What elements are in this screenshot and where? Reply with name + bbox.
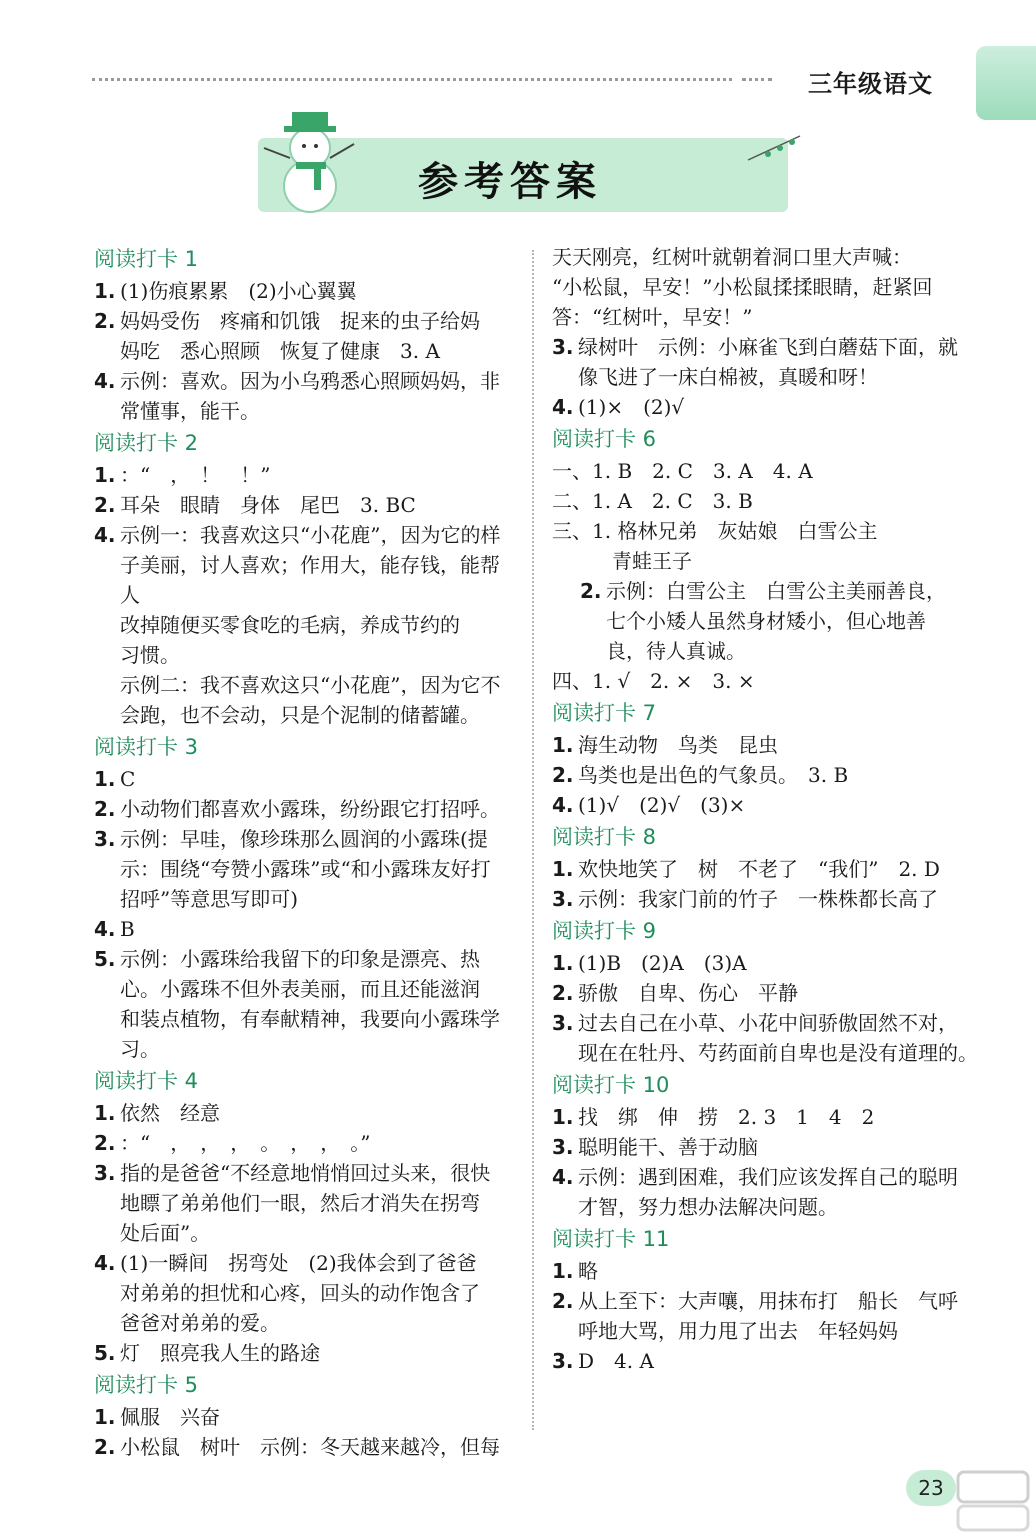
answer-number: 3. [552, 1011, 574, 1035]
answer-text: 像飞进了一床白棉被，真暖和呀！ [578, 365, 878, 389]
answer-item [94, 490, 514, 520]
answer-item [94, 944, 514, 1064]
answer-text: 妈妈受伤 疼痛和饥饿 捉来的虫子给妈 [120, 309, 480, 333]
answer-text: 示：围绕“夸赞小露珠”或“和小露珠友好打 [120, 857, 491, 881]
answer-number: 3. [94, 827, 116, 851]
answer-text: (1)√ (2)√ (3)× [578, 793, 746, 817]
answer-text: 对弟弟的担忧和心疼，回头的动作饱含了 [120, 1281, 480, 1305]
answer-item [94, 794, 514, 824]
answer-text: 略 [578, 1259, 598, 1283]
answer-item [94, 1128, 514, 1158]
section-heading: 阅读打卡 8 [552, 825, 657, 849]
answer-number: 2. [94, 797, 116, 821]
answer-text: “小松鼠，早安！”小松鼠揉揉眼睛，赶紧回 [552, 275, 933, 299]
answer-number: 5. [94, 1341, 116, 1365]
section-heading: 阅读打卡 9 [552, 919, 657, 943]
answer-number: 3. [552, 1349, 574, 1373]
answer-text: D 4. A [578, 1349, 654, 1373]
answer-text: 爸爸对弟弟的爱。 [120, 1311, 280, 1335]
answer-item [94, 1432, 514, 1462]
answer-text: 良，待人真诚。 [606, 639, 746, 663]
answer-item [94, 1248, 514, 1338]
answer-text: 指的是爸爸“不经意地悄悄回过头来，很快 [120, 1161, 491, 1185]
answer-text: 示例二：我不喜欢这只“小花鹿”，因为它不 [120, 673, 501, 697]
answer-item [552, 1286, 982, 1346]
answer-number: 2. [94, 1435, 116, 1459]
answer-number: 2. [580, 579, 602, 603]
answer-item [94, 1098, 514, 1128]
section-heading: 阅读打卡 3 [94, 735, 199, 759]
answer-text: 和装点植物，有奉献精神，我要向小露珠学习。 [120, 1007, 500, 1061]
answer-text: 小松鼠 树叶 示例：冬天越来越冷，但每 [120, 1435, 500, 1459]
answer-text: 答：“红树叶，早安！” [552, 305, 753, 329]
answer-item [552, 884, 982, 914]
answer-text: 二、1. A 2. C 3. B [552, 489, 753, 513]
answer-number: 1. [552, 1259, 574, 1283]
answer-text: (1)一瞬间 拐弯处 (2)我体会到了爸爸 [120, 1251, 477, 1275]
answer-item [94, 1158, 514, 1248]
answer-text: 海生动物 鸟类 昆虫 [578, 733, 778, 757]
section-heading: 阅读打卡 11 [552, 1227, 670, 1251]
answer-text: 示例一：我喜欢这只“小花鹿”，因为它的样 [120, 523, 501, 547]
answer-text: 习惯。 [120, 643, 180, 667]
answer-text: 过去自己在小草、小花中间骄傲固然不对， [578, 1011, 958, 1035]
answer-text: 心。小露珠不但外表美丽，而且还能滋润 [120, 977, 480, 1001]
answer-text: 三、1. 格林兄弟 灰姑娘 白雪公主 [552, 519, 878, 543]
answer-number: 2. [94, 309, 116, 333]
answer-item [552, 666, 982, 696]
answer-number: 5. [94, 947, 116, 971]
answer-item [552, 760, 982, 790]
answer-item [94, 764, 514, 794]
answer-number: 2. [94, 1131, 116, 1155]
answer-text: 示例：白雪公主 白雪公主美丽善良， [606, 579, 946, 603]
header-title: 三年级语文 [808, 70, 933, 98]
answer-item [552, 1008, 982, 1068]
answer-text: (1)B (2)A (3)A [578, 951, 747, 975]
answer-text: B [120, 917, 135, 941]
answer-number: 1. [552, 733, 574, 757]
answer-item [552, 242, 982, 332]
answer-text: (1)伤痕累累 (2)小心翼翼 [120, 279, 357, 303]
answer-text: 常懂事，能干。 [120, 399, 260, 423]
answer-item [552, 456, 982, 486]
answer-text: 才智，努力想办法解决问题。 [578, 1195, 838, 1219]
answer-number: 1. [552, 951, 574, 975]
answers-right-column [552, 242, 982, 1376]
answer-item [552, 948, 982, 978]
answer-text: 绿树叶 示例：小麻雀飞到白蘑菇下面，就 [578, 335, 958, 359]
answer-text: 地瞟了弟弟他们一眼，然后才消失在拐弯 [120, 1191, 480, 1215]
answer-item [552, 1346, 982, 1376]
answer-item [552, 854, 982, 884]
answer-item [552, 392, 982, 422]
answer-number: 3. [552, 1135, 574, 1159]
section-heading: 阅读打卡 10 [552, 1073, 670, 1097]
answer-item [552, 790, 982, 820]
answer-number: 2. [552, 1289, 574, 1313]
answer-number: 1. [552, 857, 574, 881]
answer-item [94, 520, 514, 730]
answer-number: 4. [94, 523, 116, 547]
answer-number: 4. [552, 395, 574, 419]
answer-item [552, 1256, 982, 1286]
answer-text: C [120, 767, 136, 791]
answer-item [552, 332, 982, 392]
answer-number: 4. [94, 917, 116, 941]
answer-number: 3. [552, 335, 574, 359]
watermark-logo [950, 1462, 1036, 1536]
answer-item [552, 576, 982, 666]
answer-item [94, 276, 514, 306]
answer-text: 找 绑 伸 捞 2. 3 1 4 2 [578, 1105, 875, 1129]
answer-text: 天天刚亮，红树叶就朝着洞口里大声喊： [552, 245, 912, 269]
answer-text: ：“ ， ， ， 。 ， ， 。” [120, 1131, 371, 1155]
answer-item [94, 914, 514, 944]
answer-number: 1. [94, 279, 116, 303]
answer-text: 佩服 兴奋 [120, 1405, 220, 1429]
column-divider [532, 250, 534, 1430]
answer-text: 示例：喜欢。因为小乌鸦悉心照顾妈妈，非 [120, 369, 500, 393]
answer-item [552, 1132, 982, 1162]
answer-number: 4. [552, 793, 574, 817]
answer-number: 4. [552, 1165, 574, 1189]
answer-item [94, 824, 514, 914]
answer-item [94, 1338, 514, 1368]
answer-item [94, 366, 514, 426]
section-heading: 阅读打卡 5 [94, 1373, 199, 1397]
answer-text: 一、1. B 2. C 3. A 4. A [552, 459, 813, 483]
answer-text: 妈吃 悉心照顾 恢复了健康 3. A [120, 339, 440, 363]
section-heading: 阅读打卡 6 [552, 427, 657, 451]
answers-left-column [94, 242, 514, 1462]
answer-item [552, 516, 982, 576]
answer-item [552, 486, 982, 516]
answer-number: 1. [94, 767, 116, 791]
answer-text: 会跑，也不会动，只是个泥制的储蓄罐。 [120, 703, 480, 727]
answer-text: 改掉随便买零食吃的毛病，养成节约的 [120, 613, 460, 637]
answer-number: 4. [94, 369, 116, 393]
answer-number: 3. [552, 887, 574, 911]
answer-text: 招呼”等意思写即可) [120, 887, 299, 911]
answer-number: 2. [94, 493, 116, 517]
answer-item [94, 306, 514, 366]
answer-text: 聪明能干、善于动脑 [578, 1135, 758, 1159]
answer-text: 欢快地笑了 树 不老了 “我们” 2. D [578, 857, 940, 881]
answer-text: 四、1. √ 2. × 3. × [552, 669, 755, 693]
answer-text: 骄傲 自卑、伤心 平静 [578, 981, 798, 1005]
answer-text: 鸟类也是出色的气象员。 3. B [578, 763, 849, 787]
header-dotted-line [92, 78, 732, 81]
answer-number: 2. [552, 981, 574, 1005]
answer-text: 示例：遇到困难，我们应该发挥自己的聪明 [578, 1165, 958, 1189]
answer-text: 依然 经意 [120, 1101, 220, 1125]
header-dotted-line-short [742, 78, 772, 81]
answer-text: (1)× (2)√ [578, 395, 685, 419]
answer-number: 1. [552, 1105, 574, 1129]
section-heading: 阅读打卡 7 [552, 701, 657, 725]
answer-text: 灯 照亮我人生的路途 [120, 1341, 320, 1365]
answer-item [94, 1402, 514, 1432]
answer-item [94, 460, 514, 490]
answer-number: 1. [94, 1101, 116, 1125]
answer-text: 耳朵 眼睛 身体 尾巴 3. BC [120, 493, 416, 517]
answer-text: 示例：小露珠给我留下的印象是漂亮、热 [120, 947, 480, 971]
header-tab-decoration [976, 46, 1036, 120]
answer-text: 处后面”。 [120, 1221, 211, 1245]
snowman-icon [258, 98, 358, 213]
answer-item [552, 978, 982, 1008]
answer-text: 现在在牡丹、芍药面前自卑也是没有道理的。 [578, 1041, 978, 1065]
section-heading: 阅读打卡 2 [94, 431, 199, 455]
answer-number: 1. [94, 1405, 116, 1429]
answer-text: ：“ ， ！ ！” [120, 463, 271, 487]
answer-text: 呼地大骂，用力甩了出去 年轻妈妈 [578, 1319, 898, 1343]
answer-text: 示例：我家门前的竹子 一株株都长高了 [578, 887, 938, 911]
answer-number: 4. [94, 1251, 116, 1275]
answer-text: 小动物们都喜欢小露珠，纷纷跟它打招呼。 [120, 797, 500, 821]
answer-text: 子美丽，讨人喜欢；作用大，能存钱，能帮人 [120, 553, 500, 607]
answer-item [552, 730, 982, 760]
answer-item [552, 1102, 982, 1132]
section-heading: 阅读打卡 4 [94, 1069, 199, 1093]
answer-number: 1. [94, 463, 116, 487]
answer-text: 示例：早哇，像珍珠那么圆润的小露珠(提 [120, 827, 488, 851]
answer-text: 青蛙王子 [552, 549, 692, 573]
answer-number: 2. [552, 763, 574, 787]
page-number: 23 [906, 1470, 956, 1506]
banner-title: 参考答案 [418, 159, 602, 205]
answer-number: 3. [94, 1161, 116, 1185]
answer-text: 从上至下：大声嚷，用抹布打 船长 气呼 [578, 1289, 958, 1313]
section-heading: 阅读打卡 1 [94, 247, 199, 271]
answer-item [552, 1162, 982, 1222]
sprig-icon [744, 130, 804, 166]
answer-text: 七个小矮人虽然身材矮小，但心地善 [606, 609, 926, 633]
